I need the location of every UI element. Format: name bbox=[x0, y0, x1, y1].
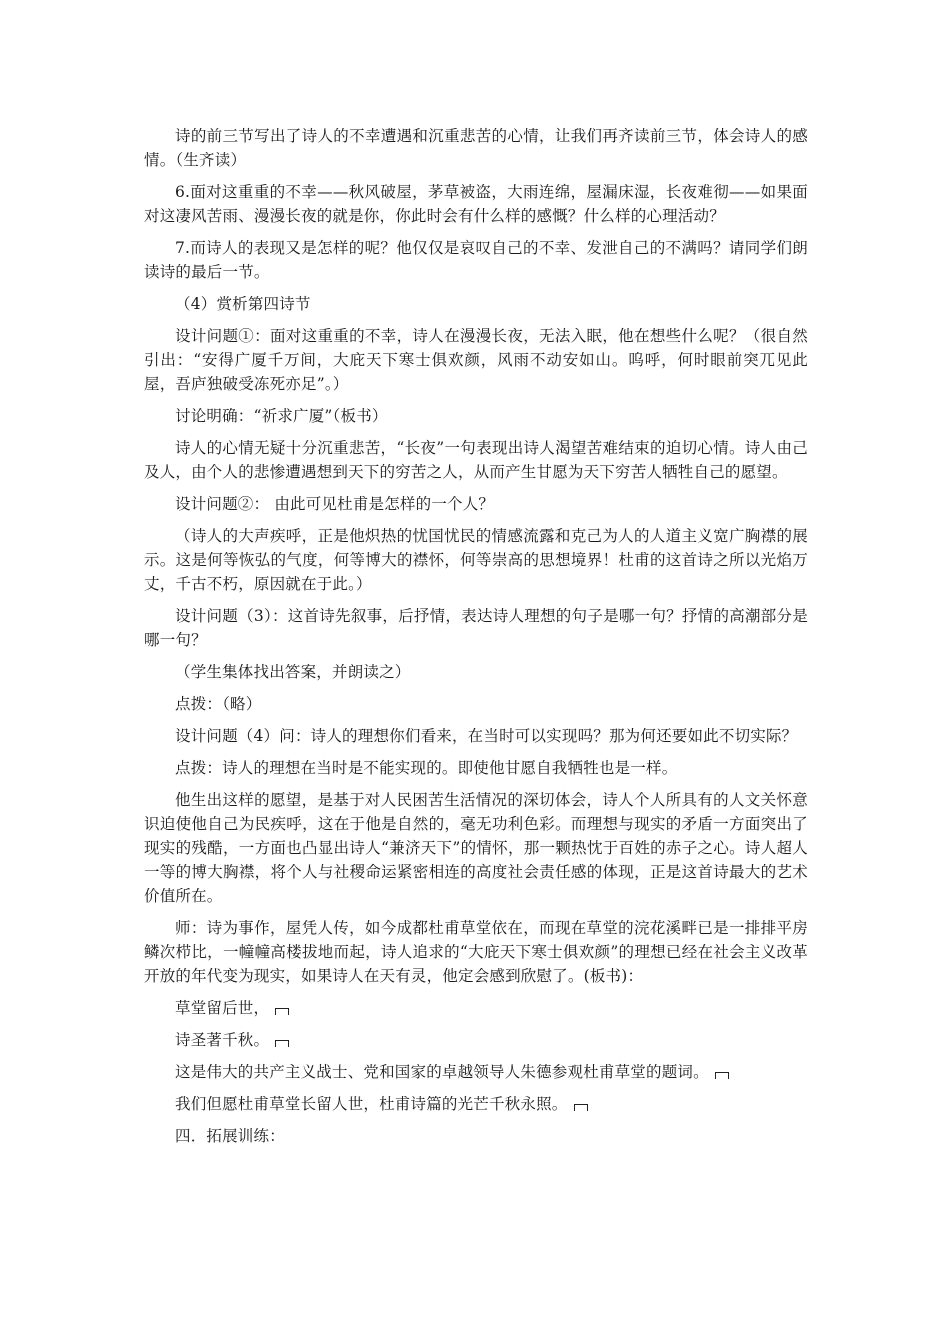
paragraph: （诗人的大声疾呼，正是他炽热的忧国忧民的情感流露和克己为人的人道主义宽广胸襟的展示。这是何等恢弘的气度，何等博大的襟怀，何等崇高的思想境界！杜甫的这首诗之所以光焰万丈，千古不朽，原因就在于此。） bbox=[144, 527, 808, 593]
bracket-line bbox=[144, 996, 808, 1020]
paragraph: 诗人的心情无疑十分沉重悲苦，“长夜”一句表现出诗人渴望苦难结束的迫切心情。诗人由己及人，由个人的悲惨遭遇想到天下的穷苦之人，从而产生甘愿为天下穷苦人牺牲自己的愿望。 bbox=[144, 439, 808, 481]
paragraph: 诗的前三节写出了诗人的不幸遭遇和沉重悲苦的心情，让我们再齐读前三节，体会诗人的感情。（生齐读） bbox=[144, 127, 808, 169]
bracket-line-text: 草堂留后世， bbox=[175, 999, 270, 1017]
bracket-mark-icon bbox=[275, 1040, 289, 1047]
bracket-mark-icon bbox=[275, 1008, 289, 1015]
paragraph: 师：诗为事作，屋凭人传，如今成都杜甫草堂依在，而现在草堂的浣花溪畔已是一排排平房鳞次栉比，一幢幢高楼拔地而起，诗人追求的“大庇天下寒士俱欢颜”的理想已经在社会主义改革开放的年代变为现实，如果诗人在天有灵，他定会感到欣慰了。(板书)： bbox=[144, 919, 808, 985]
paragraph: （学生集体找出答案，并朗读之） bbox=[175, 663, 411, 681]
bracket-line bbox=[144, 1092, 808, 1116]
paragraph: 点拨：诗人的理想在当时是不能实现的。即使他甘愿自我牺牲也是一样。 bbox=[175, 759, 678, 777]
bracket-line bbox=[144, 1060, 808, 1084]
paragraph: 设计问题（4）问：诗人的理想你们看来，在当时可以实现吗？那为何还要如此不切实际？ bbox=[175, 727, 798, 745]
document-body bbox=[144, 124, 808, 1156]
paragraph: 6.面对这重重的不幸——秋风破屋，茅草被盗，大雨连绵，屋漏床湿，长夜难彻——如果面对这凄风苦雨、漫漫长夜的就是你，你此时会有什么样的感慨？什么样的心理活动？ bbox=[144, 183, 808, 225]
bracket-line-text: 我们但愿杜甫草堂长留人世，杜甫诗篇的光芒千秋永照。 bbox=[175, 1095, 568, 1113]
paragraph: 设计问题②： 由此可见杜甫是怎样的一个人？ bbox=[175, 495, 495, 513]
bracket-line bbox=[144, 1028, 808, 1052]
paragraph: 讨论明确：“祈求广厦”（板书） bbox=[175, 407, 388, 425]
paragraph: 设计问题①：面对这重重的不幸，诗人在漫漫长夜，无法入眠，他在想些什么呢？（很自然引出：“安得广厦千万间，大庇天下寒士俱欢颜，风雨不动安如山。呜呼，何时眼前突兀见此屋，吾庐独破受冻死亦足”。） bbox=[144, 327, 808, 393]
paragraph: 他生出这样的愿望，是基于对人民困苦生活情况的深切体会，诗人个人所具有的人文关怀意识迫使他自己为民疾呼，这在于他是自然的，毫无功利色彩。而理想与现实的矛盾一方面突出了现实的残酷，一方面也凸显出诗人“兼济天下”的情怀，那一颗热忱于百姓的赤子之心。诗人超人一等的博大胸襟，将个人与社稷命运紧密相连的高度社会责任感的体现，正是这首诗最大的艺术价值所在。 bbox=[144, 791, 808, 905]
paragraph: 7.而诗人的表现又是怎样的呢？他仅仅是哀叹自己的不幸、发泄自己的不满吗？请同学们朗读诗的最后一节。 bbox=[144, 239, 808, 281]
bracket-line-text: 这是伟大的共产主义战士、党和国家的卓越领导人朱德参观杜甫草堂的题词。 bbox=[175, 1063, 709, 1081]
bracket-mark-icon bbox=[715, 1072, 729, 1079]
bracket-line-text: 诗圣著千秋。 bbox=[175, 1031, 270, 1049]
section-heading: 四．拓展训练： bbox=[175, 1127, 285, 1145]
bracket-mark-icon bbox=[574, 1104, 588, 1111]
paragraph: 点拨：（略） bbox=[175, 695, 262, 713]
paragraph: 设计问题（3）：这首诗先叙事，后抒情，表达诗人理想的句子是哪一句？抒情的高潮部分是哪一句？ bbox=[144, 607, 808, 649]
subsection-heading: （4）赏析第四诗节 bbox=[175, 295, 311, 313]
